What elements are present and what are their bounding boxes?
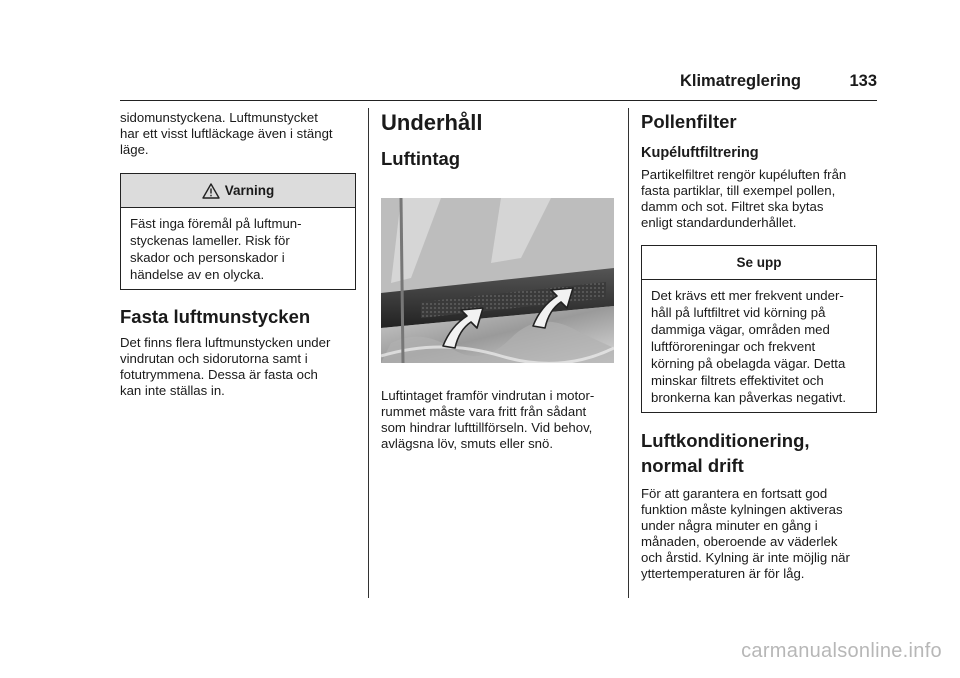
column-middle [381,110,617,452]
header-title: Klimatreglering [679,72,801,90]
air-conditioning-text: För att garantera en fortsatt god funktion måste kylningen aktiveras under några minuter en gång i månaden, oberoende av väderlek och årstid. Kylning är inte möjlig när yttertemperaturen är för låg. [641,486,850,581]
warning-title: Varning [224,183,275,198]
fixed-vents-text: Det finns flera luftmunstycken under vindrutan och sidorutorna samt i fotutrymmena. Dessa är fasta och kan inte ställas in. [120,335,331,398]
caution-box [641,245,877,413]
caution-text: Det krävs ett mer frekvent under- håll på luftfiltret vid körning på dammiga vägar, områden med luftföroreningar och frekvent körning på obelagda vägar. Detta minskar filtrets effektivitet och bronkerna kan påverkas negativt. [651,288,846,405]
air-intake-text: Luftintaget framför vindrutan i motor- rummet måste vara fritt från sådant som hindrar lufttillförseln. Vid behov, avlägsna löv, smuts eller snö. [381,388,595,451]
warning-triangle-icon [202,183,220,199]
page-header [120,70,877,101]
section-heading-air-conditioning: Luftkonditionering, normal drift [641,430,810,476]
warning-header [121,174,355,208]
page-number: 133 [849,72,877,90]
pollen-filter-text: Partikelfiltret rengör kupéluften från fasta partiklar, till exempel pollen, damm och sot. Filtret ska bytas enligt standardunderhållet. [641,167,847,230]
subheading-cabin-filter: Kupéluftfiltrering [641,145,759,161]
air-intake-photo [381,198,614,363]
warning-text: Fäst inga föremål på luftmun- styckenas lameller. Risk för skador och personskador i händelse av en olycka. [130,216,302,282]
caution-header: Se upp [642,246,876,280]
section-heading-pollen-filter: Pollenfilter [641,111,737,132]
column-divider [368,108,369,598]
warning-box [120,173,356,290]
section-heading-maintenance: Underhåll [381,110,483,135]
column-divider [628,108,629,598]
subheading-air-intake: Luftintag [381,148,461,169]
section-heading-fixed-vents: Fasta luftmunstycken [120,306,311,327]
watermark: carmanualsonline.info [741,640,942,662]
intro-text: sidomunstyckena. Luftmunstycket har ett visst luftläckage även i stängt läge. [120,110,333,157]
column-right [641,110,877,582]
column-left [120,110,356,399]
